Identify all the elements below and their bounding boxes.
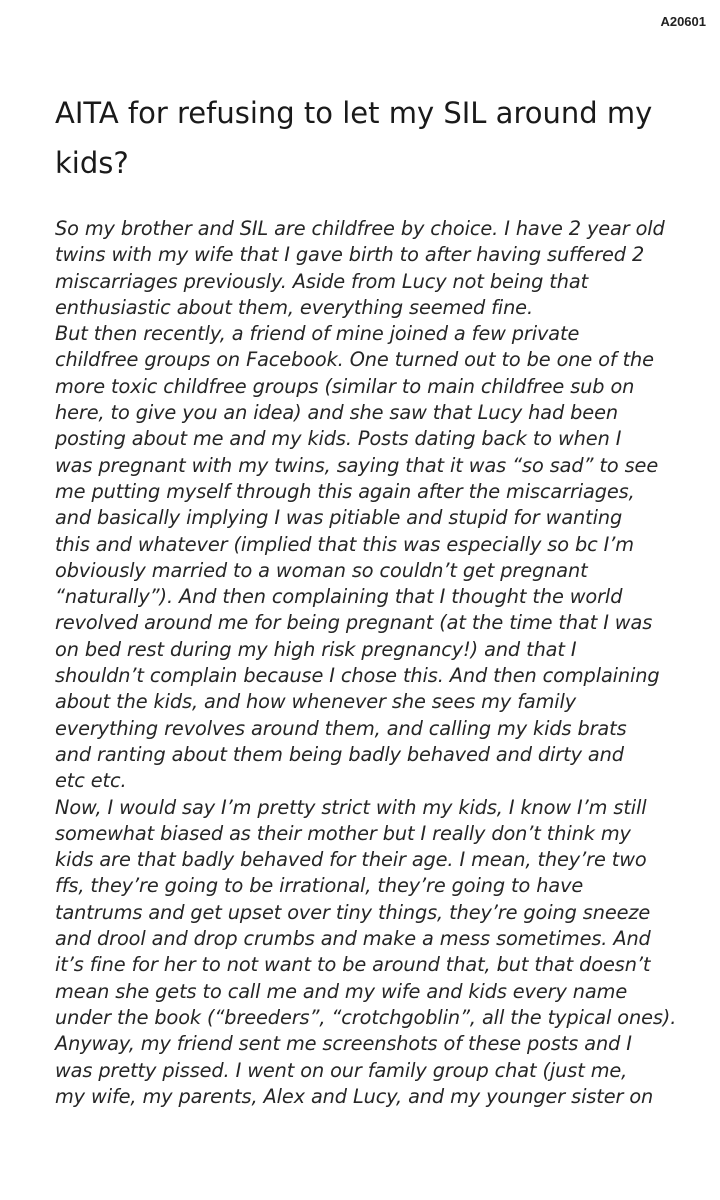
post-body-line: this and whatever (implied that this was especially so bc I’m [55,532,634,556]
post-body-line: on bed rest during my high risk pregnancy!) and that I [55,637,577,661]
post-body-line: here, to give you an idea) and she saw that Lucy had been [55,401,618,425]
post-body-line: “naturally”). And then complaining that I thought the world [55,585,623,609]
post-body-line: me putting myself through this again after the miscarriages, [55,479,635,503]
post-id-label: A20601 [660,14,706,29]
post-body-line: and ranting about them being badly behaved and dirty and [55,742,624,766]
post-body [55,216,695,1110]
post-body-line: kids are that badly behaved for their age. I mean, they’re two [55,848,647,872]
post-body-line: etc etc. [55,769,127,793]
post-body-line: tantrums and get upset over tiny things, they’re going sneeze [55,900,651,924]
post-body-line: and drool and drop crumbs and make a mess sometimes. And [55,927,651,951]
post-body-line: Now, I would say I’m pretty strict with my kids, I know I’m still [55,795,647,819]
post-body-line: everything revolves around them, and calling my kids brats [55,716,627,740]
post-body-line: posting about me and my kids. Posts dating back to when I [55,427,622,451]
post-body-line: was pretty pissed. I went on our family group chat (just me, [55,1058,628,1082]
post-body-line: somewhat biased as their mother but I really don’t think my [55,821,631,845]
post-body-line: was pregnant with my twins, saying that it was “so sad” to see [55,453,659,477]
post-body-line: ffs, they’re going to be irrational, they’re going to have [55,874,584,898]
post-body-line: But then recently, a friend of mine joined a few private [55,322,580,346]
post-title: AITA for refusing to let my SIL around my kids? [55,96,653,180]
post-body-line: shouldn’t complain because I chose this. And then complaining [55,664,660,688]
post-body-line: under the book (“breeders”, “crotchgoblin”, all the typical ones). [55,1005,677,1029]
post-body-line: So my brother and SIL are childfree by choice. I have 2 year old [55,217,665,240]
post-body-line: obviously married to a woman so couldn’t get pregnant [55,558,588,582]
post-body-line: childfree groups on Facebook. One turned out to be one of the [55,348,654,372]
post-body-line: Anyway, my friend sent me screenshots of these posts and I [55,1032,632,1056]
post-body-line: enthusiastic about them, everything seemed fine. [55,295,533,319]
post-body-line: more toxic childfree groups (similar to main childfree sub on [55,374,635,398]
post-body-line: it’s fine for her to not want to be around that, but that doesn’t [55,953,651,977]
post-body-line: and basically implying I was pitiable and stupid for wanting [55,506,623,530]
post-body-line: my wife, my parents, Alex and Lucy, and my younger sister on [55,1084,654,1108]
post-body-line: mean she gets to call me and my wife and kids every name [55,979,628,1003]
post-body-line: twins with my wife that I gave birth to after having suffered 2 [55,243,645,267]
post-body-line: revolved around me for being pregnant (at the time that I was [55,611,653,635]
post-body-line: about the kids, and how whenever she sees my family [55,690,577,714]
post-body-line: miscarriages previously. Aside from Lucy not being that [55,269,589,293]
